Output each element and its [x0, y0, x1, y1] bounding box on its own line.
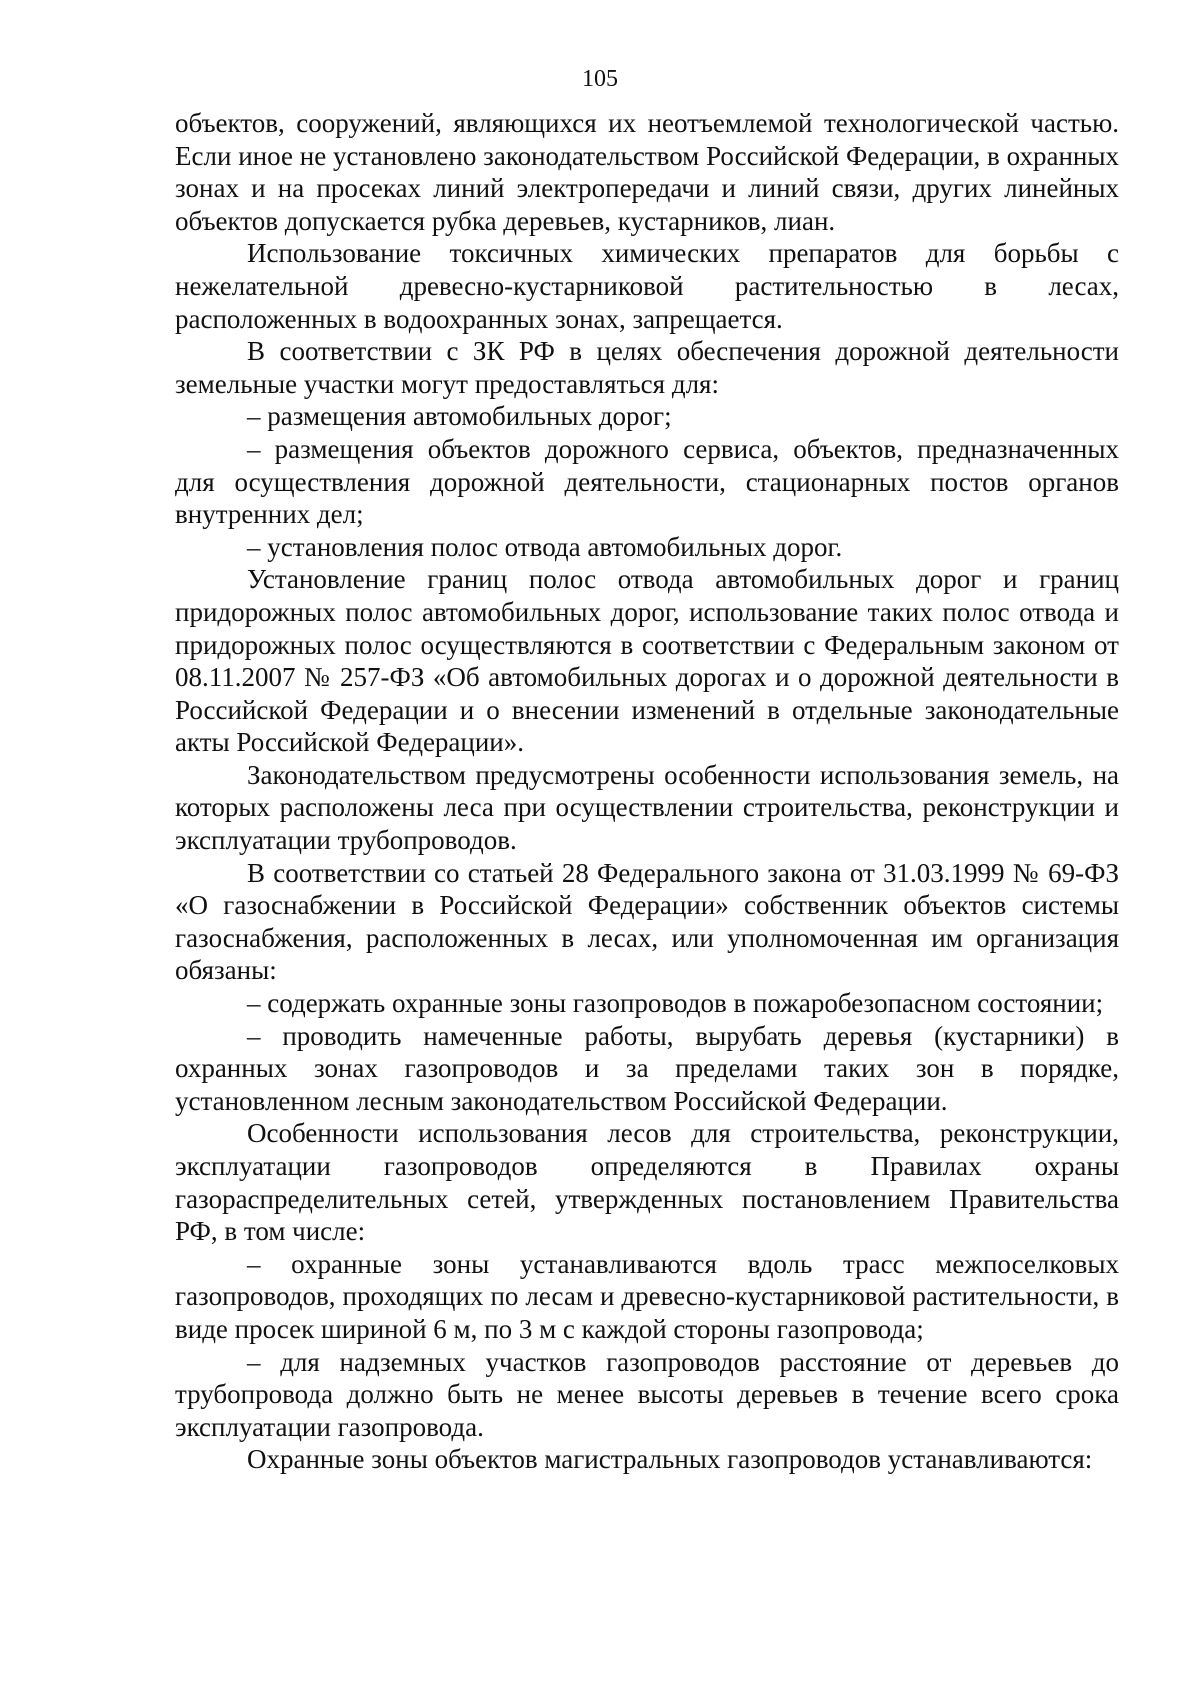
paragraph: Охранные зоны объектов магистральных газопроводов устанавливаются:	[247, 1444, 1093, 1475]
paragraph: В соответствии с ЗК РФ в целях обеспечения дорожной деятельности земельные участки могут предоставляться для:	[175, 336, 1119, 399]
paragraph: Установление границ полос отвода автомобильных дорог и границ придорожных полос автомобильных дорог, использование таких полос отвода и придорожных полос осуществляются в соответствии с Федеральным законом от 08.11.2007 № 257-ФЗ «Об автомобильных дорогах и о дорожной деятельности в Российской Федерации и о внесении изменений в отдельные законодательные акты Российской Федерации».	[175, 564, 1119, 758]
list-item: – проводить намеченные работы, вырубать деревья (кустарники) в охранных зонах газопроводов и за пределами таких зон в порядке, установленном лесным законодательством Российской Федерации.	[175, 1020, 1119, 1116]
list-item: – для надземных участков газопроводов расстояние от деревьев до трубопровода должно быть не менее высоты деревьев в течение всего срока эксплуатации газопровода.	[175, 1346, 1119, 1442]
paragraph: Использование токсичных химических препаратов для борьбы с нежелательной древесно-кустарниковой растительностью в лесах, расположенных в водоохранных зонах, запрещается.	[175, 238, 1119, 334]
list-item: – охранные зоны устанавливаются вдоль трасс межпоселковых газопроводов, проходящих по лесам и древесно-кустарниковой растительности, в виде просек шириной 6 м, по 3 м с каждой стороны газопровода;	[175, 1248, 1119, 1344]
list-item: – размещения объектов дорожного сервиса, объектов, предназначенных для осуществления дорожной деятельности, стационарных постов органов внутренних дел;	[175, 433, 1119, 530]
list-item: – установления полос отвода автомобильных дорог.	[247, 531, 843, 562]
page-number: 105	[582, 66, 618, 92]
list-item: – размещения автомобильных дорог;	[247, 401, 672, 432]
paragraph: Особенности использования лесов для строительства, реконструкции, эксплуатации газопроводов определяются в Правилах охраны газораспределительных сетей, утвержденных постановлением Правительства РФ, в том числе:	[175, 1118, 1119, 1247]
paragraph: Законодательством предусмотрены особенности использования земель, на которых расположены леса при осуществлении строительства, реконструкции и эксплуатации трубопроводов.	[175, 759, 1119, 856]
paragraph: объектов, сооружений, являющихся их неотъемлемой технологической частью. Если иное не установлено законодательством Российской Федерации, в охранных зонах и на просеках линий электропередачи и линий связи, других линейных объектов допускается рубка деревьев, кустарников, лиан.	[175, 108, 1119, 236]
list-item: – содержать охранные зоны газопроводов в пожаробезопасном состоянии;	[247, 988, 1104, 1019]
paragraph: В соответствии со статьей 28 Федерального закона от 31.03.1999 № 69-ФЗ «О газоснабжении в Российской Федерации» собственник объектов системы газоснабжения, расположенных в лесах, или уполномоченная им организация обязаны:	[175, 857, 1119, 986]
body-text	[175, 107, 1119, 1476]
